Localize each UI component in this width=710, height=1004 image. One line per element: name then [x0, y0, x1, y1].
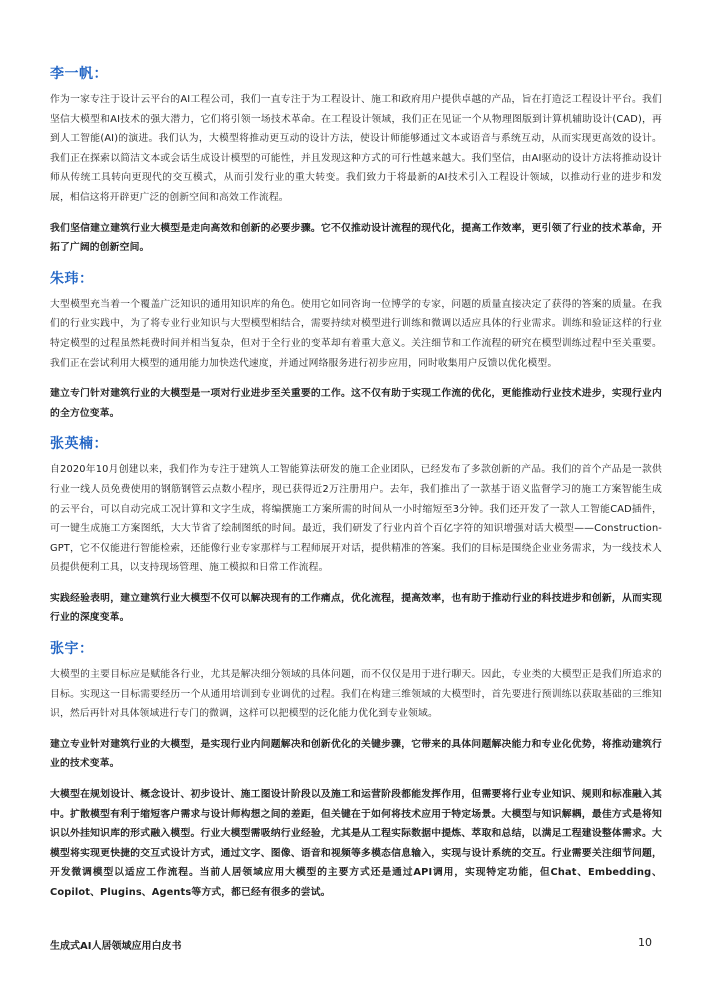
paragraph: 作为一家专注于设计云平台的AI工程公司，我们一直专注于为工程设计、施工和政府用户提供卓越的产品，旨在打造泛工程设计平台。我们坚信大模型和AI技术的强大潜力，它们将引领一场技术革命。在工程设计领域，我们正在见证一个从物理图版到计算机辅助设计(CAD)，再到人工智能(AI)的演进。我们认为，大模型将推动更互动的设计方法，使设计师能够通过文本或语音与系统互动，从而实现更高效的设计。我们正在探索以简洁文本或会话生成设计模型的可能性，并且发现这种方式的可行性越来越大。我们坚信，由AI驱动的设计方法将推动设计师从传统工具转向更现代的交互模式，从而引发行业的重大转变。我们致力于将最新的AI技术引入工程设计领域，以推动行业的进步和发展，相信这将开辟更广泛的创新空间和高效工作流程。 — [50, 94, 662, 203]
speaker-name: 朱玮： — [50, 270, 94, 287]
bold-paragraph: 实践经验表明，建立建筑行业大模型不仅可以解决现有的工作痛点，优化流程，提高效率，也有助于推动行业的科技进步和创新，从而实现行业的深度变革。 — [50, 592, 662, 624]
section-zhang-yu — [50, 639, 662, 903]
footer-title: 生成式AI人居领域应用白皮书 — [50, 941, 182, 952]
paragraph: 大模型的主要目标应是赋能各行业，尤其是解决细分领域的具体问题，而不仅仅是用于进行聊天。因此，专业类的大模型正是我们所追求的目标。实现这一目标需要经历一个从通用培训到专业调优的过程。我们在构建三维领域的大模型时，首先要进行预训练以获取基础的三维知识，然后再针对具体领域进行专门的微调，这样可以把模型的泛化能力优化到专业领域。 — [50, 669, 662, 720]
section-zhang-yingnan — [50, 434, 662, 628]
page-number: 10 — [638, 936, 652, 949]
page-content — [50, 64, 662, 914]
speaker-name: 李一帆： — [50, 66, 108, 82]
paragraph: 自2020年10月创建以来，我们作为专注于建筑人工智能算法研发的施工企业团队，已经发布了多款创新的产品。我们的首个产品是一款供行业一线人员免费使用的钢筋钢管云点数小程序，现已获得近2万注册用户。去年，我们推出了一款基于语义监督学习的施工方案智能生成的云平台，可以自动完成工况计算和文字生成，将编撰施工方案所需的时间从一小时缩短至3分钟。我们还开发了一款人工智能CAD插件，可一键生成施工方案图纸，大大节省了绘制图纸的时间。最近，我们研发了行业内首个百亿字符的知识增强对话大模型——Construction-GPT，它不仅能进行智能检索，还能像行业专家那样与工程师展开对话，提供精准的答案。我们的目标是围绕企业业务需求，为一线技术人员提供便利工具，以支持现场管理、施工模拟和日常工作流程。 — [50, 464, 662, 574]
bold-paragraph: 大模型在规划设计、概念设计、初步设计、施工图设计阶段以及施工和运营阶段都能发挥作用，但需要将行业专业知识、规则和标准融入其中。扩散模型有利于缩短客户需求与设计师构想之间的差距，但关键在于如何将技术应用于特定场景。大模型与知识解耦，最佳方式是将知识以外挂知识库的形式融入模型。行业大模型需吸纳行业经验，尤其是从工程实际数据中提炼、萃取和总结，以满足工程建设整体需求。大模型将实现更快捷的交互式设计方式，通过文字、图像、语音和视频等多模态信息输入，实现与设计系统的交互。行业需要关注细节问题，开发微调模型以适应工作流程。当前人居领域应用大模型的主要方式还是通过API调用，实现特定功能，但Chat、Embedding、Copilot、Plugins、Agents等方式，都已经有很多的尝试。 — [50, 789, 662, 898]
bold-paragraph: 我们坚信建立建筑行业大模型是走向高效和创新的必要步骤。它不仅推动设计流程的现代化，提高工作效率，更引领了行业的技术革命，开拓了广阔的创新空间。 — [50, 222, 662, 254]
paragraph: 大型模型充当着一个覆盖广泛知识的通用知识库的角色。使用它如同咨询一位博学的专家，问题的质量直接决定了获得的答案的质量。在我们的行业实践中，为了将专业行业知识与大型模型相结合，需要持续对模型进行训练和微调以适应具体的行业需求。训练和验证这样的行业特定模型的过程虽然耗费时间并相当复杂，但对于全行业的变革却有着重大意义。关注细节和工作流程的研究在模型训练过程中至关重要。我们正在尝试利用大模型的通用能力加快迭代速度，并通过网络服务进行初步应用，同时收集用户反馈以优化模型。 — [50, 298, 662, 369]
speaker-name: 张英楠： — [50, 436, 108, 453]
section-li-yifan — [50, 64, 662, 258]
section-zhu-wei — [50, 269, 662, 424]
bold-paragraph: 建立专门针对建筑行业的大模型是一项对行业进步至关重要的工作。这不仅有助于实现工作流的优化，更能推动行业技术进步，实现行业内的全方位变革。 — [50, 388, 662, 419]
bold-paragraph: 建立专业针对建筑行业的大模型，是实现行业内问题解决和创新优化的关键步骤，它带来的具体问题解决能力和专业化优势，将推动建筑行业的技术变革。 — [50, 738, 662, 770]
speaker-name: 张宇： — [50, 641, 94, 658]
